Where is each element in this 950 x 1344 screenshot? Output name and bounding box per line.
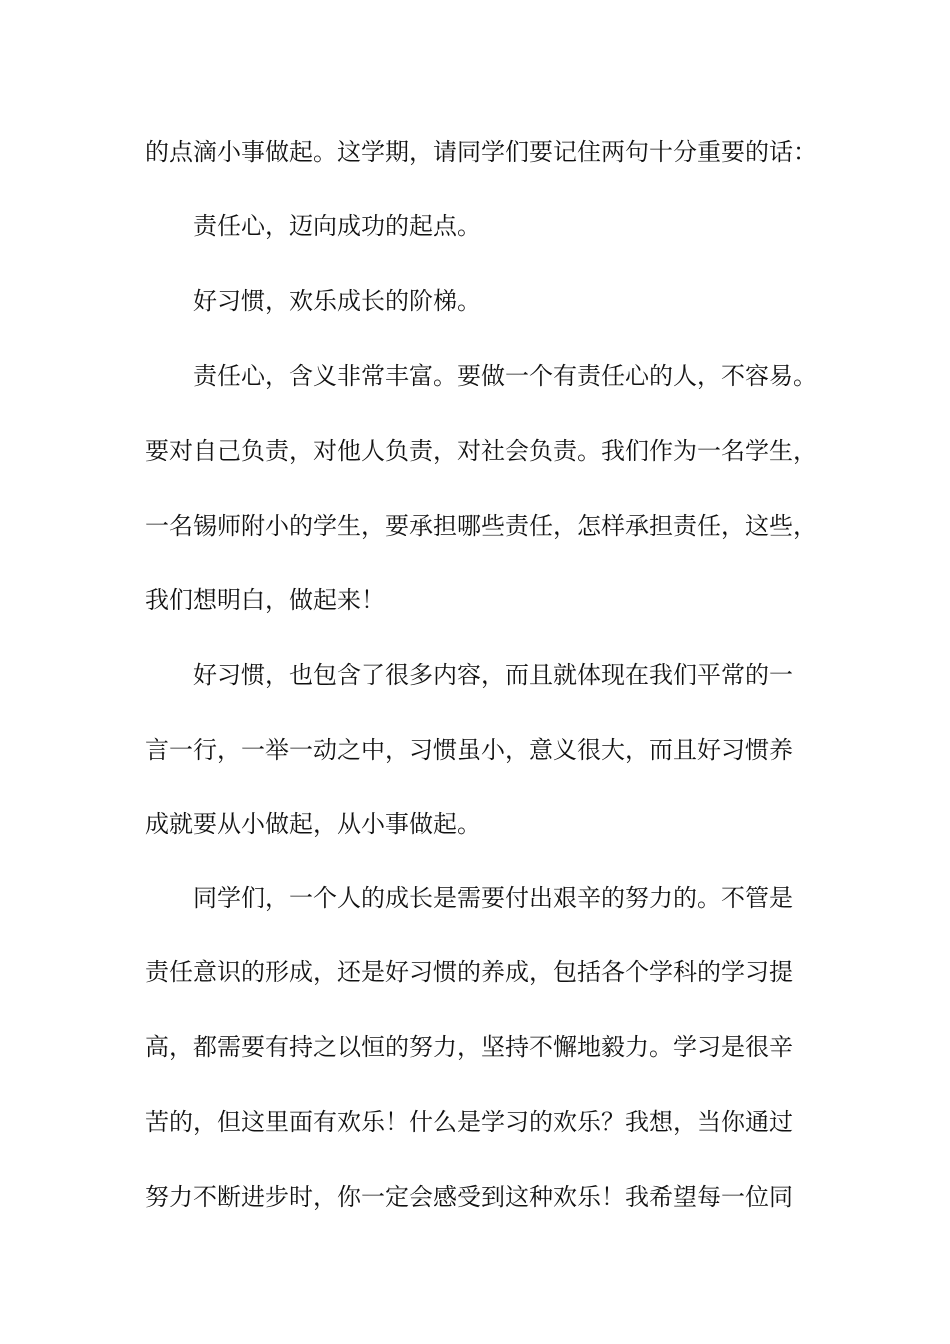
- text-line: 一名锡师附小的学生，要承担哪些责任，怎样承担责任，这些，: [145, 512, 817, 540]
- text-line: 要对自己负责，对他人负责，对社会负责。我们作为一名学生，: [145, 437, 817, 465]
- text-line: 同学们，一个人的成长是需要付出艰辛的努力的。不管是: [193, 884, 793, 912]
- text-line: 责任心，含义非常丰富。要做一个有责任心的人，不容易。: [193, 362, 817, 390]
- text-line: 努力不断进步时，你一定会感受到这种欢乐！我希望每一位同: [145, 1183, 793, 1211]
- text-line: 的点滴小事做起。这学期，请同学们要记住两句十分重要的话：: [145, 138, 817, 166]
- text-line: 责任心，迈向成功的起点。: [193, 212, 481, 240]
- text-line: 责任意识的形成，还是好习惯的养成，包括各个学科的学习提: [145, 958, 793, 986]
- text-line: 我们想明白，做起来！: [145, 586, 385, 614]
- text-line: 高，都需要有持之以恒的努力，坚持不懈地毅力。学习是很辛: [145, 1033, 793, 1061]
- text-line: 成就要从小做起，从小事做起。: [145, 810, 481, 838]
- text-line: 好习惯，也包含了很多内容，而且就体现在我们平常的一: [193, 661, 793, 689]
- text-line: 好习惯，欢乐成长的阶梯。: [193, 287, 481, 315]
- text-line: 苦的，但这里面有欢乐！什么是学习的欢乐？我想，当你通过: [145, 1108, 793, 1136]
- text-line: 言一行，一举一动之中，习惯虽小，意义很大，而且好习惯养: [145, 736, 793, 764]
